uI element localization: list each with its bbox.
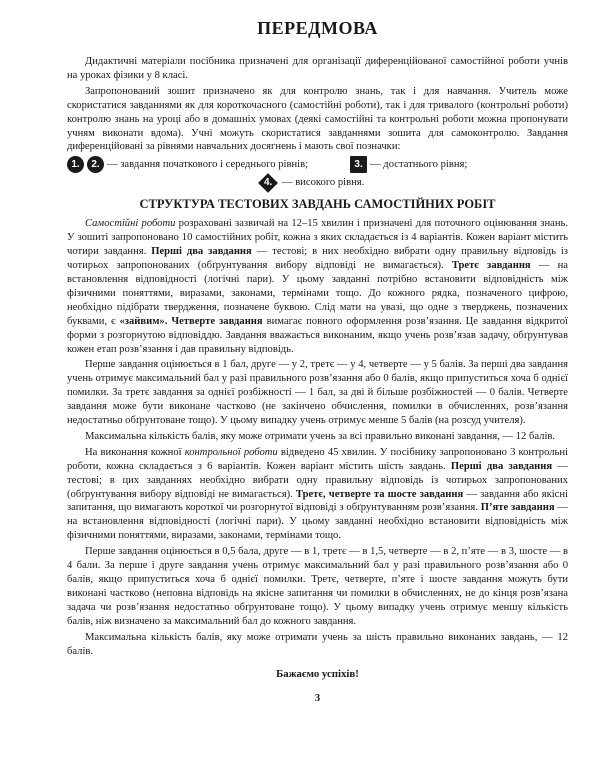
legend-row-1: [67, 156, 568, 173]
level-legend: [67, 156, 568, 191]
section-title: СТРУКТУРА ТЕСТОВИХ ЗАВДАНЬ САМОСТІЙНИХ РОБІТ: [139, 197, 496, 212]
paragraph-independent-works: Самостійні роботи розраховані зазвичай на 12–15 хвилин і призначені для поточного оцінювання знань. У зошиті запропоновано 10 самостійних робіт, кожна з яких складається із 4 варіантів. Кожен варіант містить чотири завдання. Перші два завдання — тестові; в них необхідно вибрати одну правильну відповідь із чотирьох запропонованих (обґрунтування вибору відповіді не вимагається). Третє завдання — на встановлення відповідності (логічні пари). У цьому завданні потрібно встановити відповідність між фізичними поняттями, виразами, законами, термінами тощо. До кожного рядка, позначеного цифрою, необхідно підібрати твердження, позначене буквою. Слід мати на увазі, що одне з тверджень, позначених буквами, є «зайвим». Четверте завдання вимагає повного оформлення розв’язання. Це завдання відкритої форми з розгорнутою відповіддю. Завдання вважається виконаним, якщо учень розв’язав задачу, обґрунтував кожен етап розв’язання і дав правильну відповідь.: [67, 218, 568, 355]
intro-paragraph-2: Запропонований зошит призначено як для контролю знань, так і для навчання. Учитель може скористатися завданнями як для короткочасного (самостійні роботи), так і для тривалого (контрольні роботи) контролю знань на уроці або в домашніх умовах (деякі самостійні та контрольні роботи можна пропонувати учням виконати вдома). Учні можуть скористатися завданнями зошита для самоконтролю. Завдання диференційовані за рівнями навчальних досягнень і мають свої позначки:: [67, 85, 568, 153]
closing-wish: Бажаємо успіхів!: [276, 668, 359, 681]
page-number: 3: [314, 692, 321, 705]
legend-text-level-4: — високого рівня.: [282, 177, 365, 189]
level-1-icon: 1.: [67, 156, 84, 173]
level-4-icon: 4.: [258, 173, 278, 193]
legend-text-levels-1-2: — завдання початкового і середнього рівнів;: [107, 158, 309, 170]
paragraph-control-works: На виконання кожної контрольної роботи відведено 45 хвилин. У посібнику запропоновано 3 контрольні роботи, кожна складається з 6 варіантів. Кожен варіант містить шість завдань. Перші два завдання — тестові; в цих завданнях необхідно вибрати одну правильну відповідь із чотирьох запропонованих (обґрунтування вибору відповіді не вимагається). Третє, четверте та шосте завдання — завдання або якісні запитання, що вимагають короткої чи розгорнутої відповіді з обґрунтуванням розв’язання. П’яте завдання — на встановлення відповідності (логічні пари). У цьому завданні необхідно встановити відповідність між фізичними поняттями, виразами, законами, термінами тощо.: [67, 446, 568, 542]
paragraph-scoring-independent: Перше завдання оцінюється в 1 бал, друге — у 2, третє — у 4, четверте — у 5 балів. За перші два завдання учень отримує максимальний бал у разі правильного розв’язання або 0 балів, якщо припуститься хоча б однієї помилки. За третє завдання за однієї розбіжності — 1 бал, за дві й більше розбіжностей — 0 балів. Четверте завдання може бути виконане частково (не закінчено обчислення, помилки в обчисленнях, розв’язання недостатньо обґрунтоване тощо). У цьому випадку учень отримує менше 5 балів (на розсуд учителя).: [67, 359, 568, 427]
page-title: ПЕРЕДМОВА: [257, 18, 378, 38]
level-3-icon: 3.: [350, 156, 367, 173]
legend-row-2: [257, 175, 568, 191]
paragraph-scoring-control: Перше завдання оцінюється в 0,5 бала, друге — в 1, третє — в 1,5, четверте — в 2, п’яте — в 3, шосте — в 4 бали. За перше і друге завдання учень отримує максимальний бал у разі правильного розв’язання або 0 балів, якщо припуститься хоча б однієї помилки. Третє, четверте, п’яте і шосте завдання можуть бути виконані частково (неповна відповідь на якісне запитання чи помилки в обчисленнях, не до кінця розв’язана задача чи розв’язання недостатньо обґрунтоване тощо). У цьому випадку учень отримує меншу кількість балів, ніж визначено за максимальний бал до кожного завдання.: [67, 546, 568, 627]
level-2-icon: 2.: [87, 156, 104, 173]
paragraph-max-score-independent: Максимальна кількість балів, яку може отримати учень за всі правильно виконані завдання, — 12 балів.: [85, 430, 556, 442]
intro-paragraph-1: Дидактичні матеріали посібника призначені для організації диференційованої самостійної роботи учнів на уроках фізики у 8 класі.: [67, 56, 568, 81]
legend-text-level-3: — достатнього рівня;: [370, 158, 468, 170]
paragraph-max-score-control: Максимальна кількість балів, яку може отримати учень за шість правильно виконаних завдань, — 12 балів.: [67, 631, 568, 657]
